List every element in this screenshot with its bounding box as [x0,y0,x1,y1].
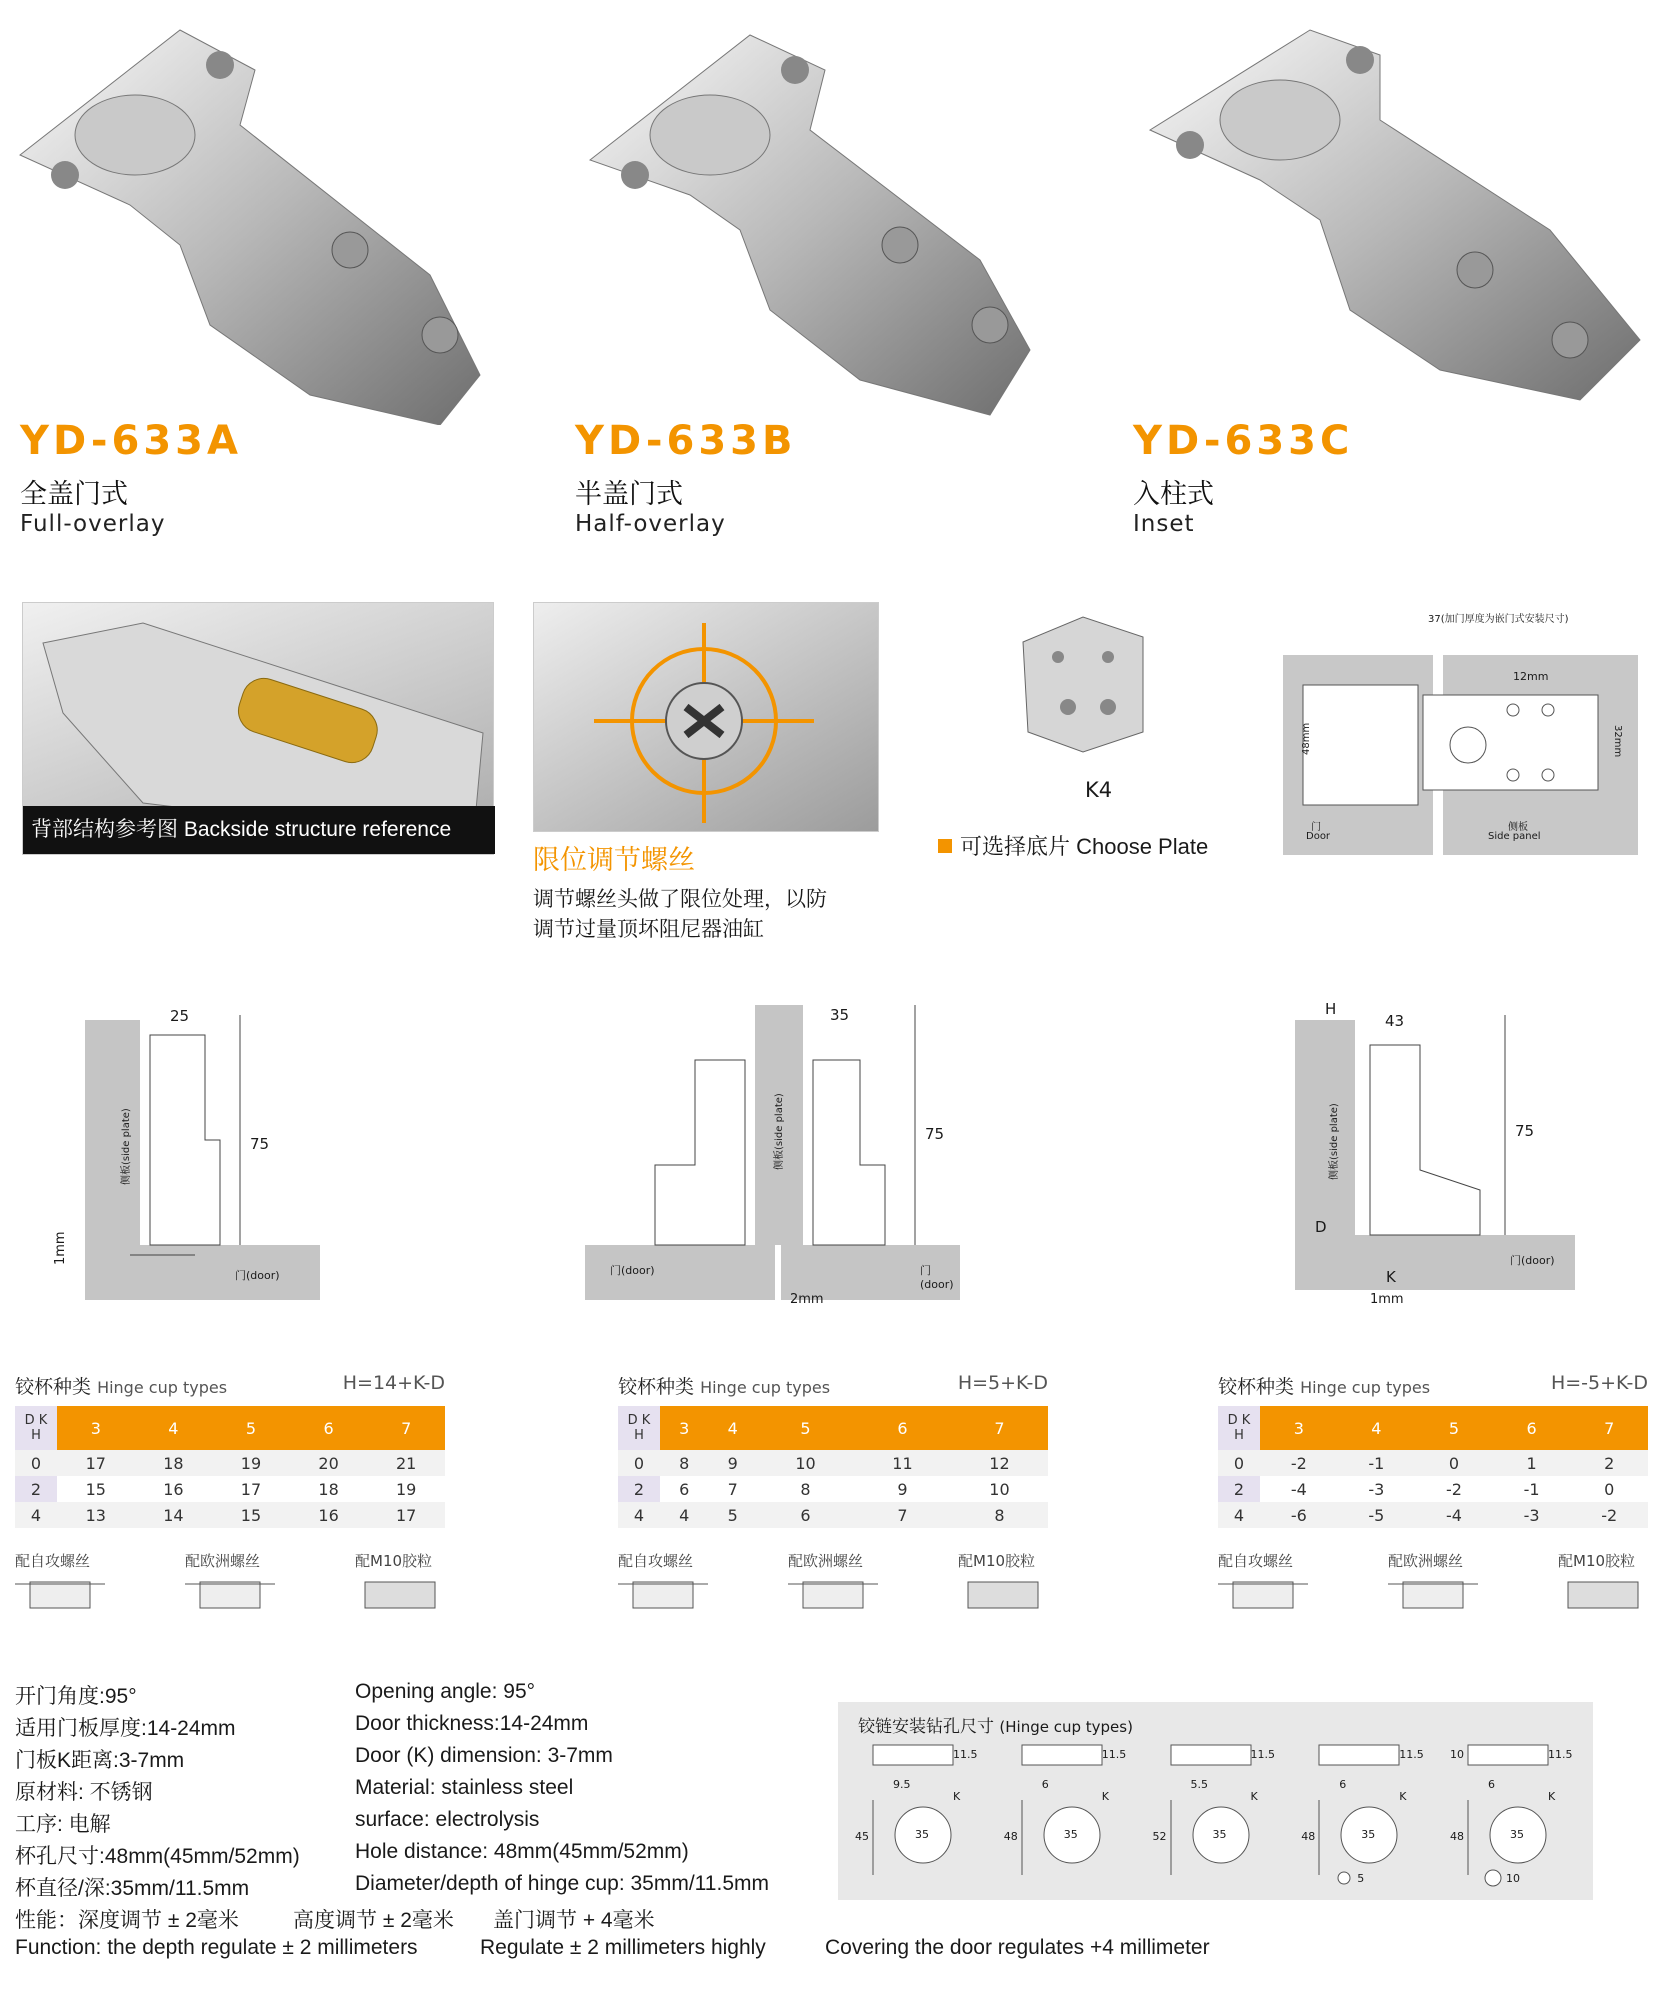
dimension-gap: 2mm [790,1292,824,1307]
table-cell: 10 [757,1450,854,1476]
dimension-h: H [1325,1000,1337,1018]
cup-k: K [1399,1790,1407,1803]
table-cell: 7 [727,1479,738,1499]
backside-caption: 背部结构参考图 Backside structure reference [23,806,495,854]
perf-height-en: Regulate ± 2 millimeters highly [480,1936,766,1959]
dimension-gap: 1mm [53,1231,68,1265]
model-type-zh: 全盖门式 [20,479,128,510]
hinge-cup-table [15,1372,445,1614]
table-cell: 21 [367,1450,445,1476]
table-cell: 16 [290,1502,368,1528]
table-header: 6 [290,1406,368,1450]
table-cell: 15 [212,1502,290,1528]
install-top-label: 37(加门厚度为嵌门式安装尺寸) [1428,614,1569,625]
drill-title: 铰链安装钻孔尺寸 [858,1717,994,1737]
table-header: 4 [709,1406,758,1450]
screw-label: 配M10胶粒 [958,1552,1036,1570]
cup-diameter: 35 [1063,1828,1078,1841]
table-cell: 9 [897,1479,908,1499]
door-label: 门(door) [235,1269,280,1282]
table-formula: H=5+K-D [957,1372,1048,1394]
spec-line: Material: stainless steel [355,1776,574,1799]
plate-name: K4 [1085,778,1113,802]
table-header: 7 [1570,1406,1648,1450]
table-cell: 0 [1604,1479,1615,1499]
drill-cup [1151,1740,1286,1890]
table-cell: -4 [1290,1479,1307,1499]
table-cell: -4 [1415,1502,1493,1528]
cup-distance: 48 [1301,1830,1316,1843]
table-title-en: Hinge cup types [97,1378,228,1397]
table-cell: 8 [660,1450,709,1476]
table-row-header: 2 [1218,1476,1260,1502]
specs-zh [15,1680,300,1904]
table-cell: 11 [854,1450,951,1476]
table-cell: 0 [1415,1450,1493,1476]
table-header: 7 [367,1406,445,1450]
table-cell: -6 [1260,1502,1338,1528]
perf-depth-en: Function: the depth regulate ± 2 millimeters [15,1936,418,1959]
limit-screw-desc: 调节过量顶坏阻尼器油缸 [533,917,764,941]
spec-line: Opening angle: 95° [355,1680,536,1703]
table-cell: 18 [318,1479,339,1499]
cup-diameter: 35 [1361,1828,1376,1841]
table-row-header: 4 [15,1502,57,1528]
self-tapping-screw-icon [15,1574,105,1614]
table-cell: 6 [757,1502,854,1528]
hinge-cup-table [1218,1372,1648,1614]
table-corner: D K H [15,1406,57,1450]
backside-photo [22,602,494,855]
spec-line: Diameter/depth of hinge cup: 35mm/11.5mm [355,1872,769,1895]
table-cell: 14 [135,1502,213,1528]
table-cell: -2 [1260,1450,1338,1476]
spec-line: 门板K距离:3-7mm [15,1749,185,1772]
install-side-zh: 侧板 [1508,822,1528,833]
table-title-en: Hinge cup types [700,1378,831,1397]
screw-label: 配自攻螺丝 [1218,1552,1294,1570]
table-cell: 17 [240,1479,262,1499]
door-label: 门(door) [610,1264,655,1277]
install-side-en: Side panel [1488,831,1541,842]
table-cell: -5 [1338,1502,1416,1528]
table-cell: 5 [709,1502,758,1528]
table-cell: -1 [1338,1450,1416,1476]
screw-label: 配欧洲螺丝 [1388,1552,1464,1570]
cup-diameter: 35 [915,1828,929,1841]
spec-line: Hole distance: 48mm(45mm/52mm) [355,1840,689,1863]
dimension-height: 75 [925,1125,945,1143]
cup-distance: 48 [1450,1830,1464,1843]
table-header: 7 [951,1406,1048,1450]
self-tapping-screw-icon [1218,1574,1308,1614]
dimension-width: 25 [170,1007,190,1025]
spec-line: 原材料: 不锈钢 [15,1781,153,1804]
screw-type [355,1550,445,1614]
drill-cup [1448,1740,1583,1890]
table-cell: 16 [163,1479,184,1499]
cup-pin: 10 [1506,1872,1520,1885]
dimension-height: 75 [1515,1122,1535,1140]
install-height-32: 32mm [1612,725,1623,758]
table-cell: 20 [290,1450,368,1476]
table-header: 5 [212,1406,290,1450]
dowel-icon [355,1574,445,1614]
model-code: YD-633A [20,418,242,464]
cup-depth: 11.5 [1250,1748,1275,1761]
cup-distance: 52 [1152,1830,1167,1843]
square-bullet-icon [938,839,952,853]
table-cell: 18 [135,1450,213,1476]
cup-offset: 6 [1041,1778,1049,1791]
limit-screw-title: 限位调节螺丝 [533,845,695,876]
performance [15,1904,1655,1968]
spec-line: 杯直径/深:35mm/11.5mm [15,1877,250,1900]
spec-line: Door (K) dimension: 3-7mm [355,1744,613,1767]
side-plate-label: 侧板(side plate) [1329,1103,1340,1180]
table-cell: 15 [85,1479,106,1499]
dimension-gap: 1mm [1370,1292,1404,1307]
table-cell: 7 [854,1502,951,1528]
drill-dimensions-panel [838,1702,1593,1900]
table-title-zh: 铰杯种类 [618,1376,695,1398]
model-code: YD-633C [1133,418,1354,464]
screw-type [185,1550,275,1614]
table-cell: 17 [57,1450,135,1476]
screw-type [1558,1550,1648,1614]
product-b [560,10,1070,430]
table-cell: 10 [989,1479,1010,1499]
spec-line: 适用门板厚度:14-24mm [15,1717,236,1740]
cup-diameter: 35 [1510,1828,1524,1841]
door-label: 门(door) [1510,1254,1555,1267]
cup-k: K [953,1790,961,1803]
table-cell: 2 [1570,1450,1648,1476]
table-cell: 12 [951,1450,1048,1476]
table-cell: 8 [951,1502,1048,1528]
table-cell: 17 [367,1502,445,1528]
screw-label: 配自攻螺丝 [15,1552,91,1570]
table-header: 6 [854,1406,951,1450]
table-row-header: 2 [15,1476,57,1502]
table-title-zh: 铰杯种类 [1218,1376,1295,1398]
table-cell: 8 [800,1479,811,1499]
table-header: 4 [1338,1406,1416,1450]
cup-offset: 9.5 [893,1778,911,1791]
cup-offset: 5.5 [1190,1778,1208,1791]
euro-screw-icon [185,1574,275,1614]
install-door-en: Door [1306,831,1331,842]
table-cell: 4 [660,1502,709,1528]
dowel-icon [1558,1574,1648,1614]
perf-cover-en: Covering the door regulates +4 millimeter [825,1936,1210,1959]
table-cell: -1 [1523,1479,1540,1499]
screw-label: 配自攻螺丝 [618,1552,694,1570]
model-type-en: Inset [1133,511,1195,537]
table-cell: 13 [57,1502,135,1528]
table-row-header: 4 [1218,1502,1260,1528]
screw-label: 配欧洲螺丝 [185,1552,261,1570]
side-plate-label: 侧板(side plate) [121,1108,132,1185]
diagram-inset [1290,1000,1600,1310]
cup-k: K [1101,1790,1109,1803]
perf-depth-zh: 性能：深度调节 ± 2毫米 [15,1909,239,1932]
table-title-zh: 铰杯种类 [15,1376,92,1398]
table-cell: 9 [709,1450,758,1476]
model-type-zh: 入柱式 [1133,479,1214,510]
install-diagram [1283,605,1638,855]
diagram-full-overlay [55,1005,325,1305]
table-cell: -3 [1493,1502,1571,1528]
product-c [1110,10,1650,430]
drill-cup [853,1740,988,1890]
table-row-header: 0 [15,1450,57,1476]
screw-label: 配M10胶粒 [355,1552,433,1570]
table-header: 3 [57,1406,135,1450]
model-code: YD-633B [575,418,797,464]
product-a [5,10,515,430]
table-row-header: 2 [618,1476,660,1502]
cup-offset: 6 [1339,1778,1347,1791]
table-header: 3 [1260,1406,1338,1450]
screw-type [1388,1550,1478,1614]
table-corner: D K H [618,1406,660,1450]
side-plate-label: 侧板(side plate) [774,1093,785,1170]
screw-type [618,1550,708,1614]
table-cell: -3 [1368,1479,1385,1499]
table-corner: D K H [1218,1406,1260,1450]
plate-caption: 可选择底片 Choose Plate [960,834,1209,859]
drill-cup [1299,1740,1434,1890]
table-header: 6 [1493,1406,1571,1450]
cup-pin: 5 [1357,1872,1365,1885]
spec-line: Door thickness:14-24mm [355,1712,589,1735]
screw-type [1218,1550,1308,1614]
cup-depth: 11.5 [1548,1748,1573,1761]
table-row-header: 0 [618,1450,660,1476]
table-header: 3 [660,1406,709,1450]
screw-label: 配欧洲螺丝 [788,1552,864,1570]
cup-depth: 11.5 [953,1748,978,1761]
table-cell: 19 [212,1450,290,1476]
model-type-zh: 半盖门式 [575,479,683,510]
cup-k: K [1250,1790,1258,1803]
perf-cover-zh: 盖门调节 + 4毫米 [493,1909,655,1932]
table-cell: 6 [679,1479,690,1499]
screw-type [958,1550,1048,1614]
dowel-icon [958,1574,1048,1614]
dimension-height: 75 [250,1135,270,1153]
drill-title-en: (Hinge cup types) [999,1718,1133,1736]
hinge-photo-a [10,15,500,425]
cup-depth: 11.5 [1399,1748,1424,1761]
table-header: 5 [757,1406,854,1450]
spec-line: 杯孔尺寸:48mm(45mm/52mm) [15,1845,300,1868]
plate-photo [1013,612,1153,757]
table-formula: H=14+K-D [342,1372,445,1394]
spec-line: 开门角度:95° [15,1685,137,1708]
self-tapping-screw-icon [618,1574,708,1614]
install-width: 12mm [1513,670,1549,683]
table-cell: 1 [1493,1450,1571,1476]
install-height-48: 48mm [1301,722,1312,755]
dimension-width: 43 [1385,1012,1405,1030]
cup-side: 10 [1450,1748,1464,1761]
cup-distance: 45 [855,1830,869,1843]
table-row-header: 0 [1218,1450,1260,1476]
dimension-k: K [1386,1268,1396,1286]
install-door-zh: 门 [1311,822,1321,833]
screw-type [788,1550,878,1614]
cup-depth: 11.5 [1101,1748,1127,1761]
screw-photo [533,602,879,832]
specs-en [355,1680,769,1904]
table-row-header: 4 [618,1502,660,1528]
cup-diameter: 35 [1212,1828,1227,1841]
cup-k: K [1548,1790,1556,1803]
table-cell: -2 [1446,1479,1462,1499]
dimension-d: D [1315,1218,1327,1236]
table-header: 4 [135,1406,213,1450]
cup-offset: 6 [1488,1778,1495,1791]
table-cell: -2 [1570,1502,1648,1528]
perf-height-zh: 高度调节 ± 2毫米 [293,1909,454,1932]
cup-distance: 48 [1003,1830,1018,1843]
spec-line: surface: electrolysis [355,1808,540,1831]
table-header: 5 [1415,1406,1493,1450]
euro-screw-icon [788,1574,878,1614]
hinge-cup-table [618,1372,1048,1614]
spec-line: 工序: 电解 [15,1813,111,1836]
screw-type [15,1550,105,1614]
model-type-en: Half-overlay [575,511,726,537]
screw-label: 配M10胶粒 [1558,1552,1636,1570]
limit-screw-desc: 调节螺丝头做了限位处理，以防 [533,887,827,911]
table-title-en: Hinge cup types [1300,1378,1431,1397]
drill-cup [1002,1740,1137,1890]
door-label: 门(door) [920,1264,954,1291]
dimension-width: 35 [830,1006,850,1024]
diagram-half-overlay [585,1000,960,1310]
table-formula: H=-5+K-D [1550,1372,1648,1394]
table-cell: 19 [396,1479,417,1499]
euro-screw-icon [1388,1574,1478,1614]
model-type-en: Full-overlay [20,511,166,537]
